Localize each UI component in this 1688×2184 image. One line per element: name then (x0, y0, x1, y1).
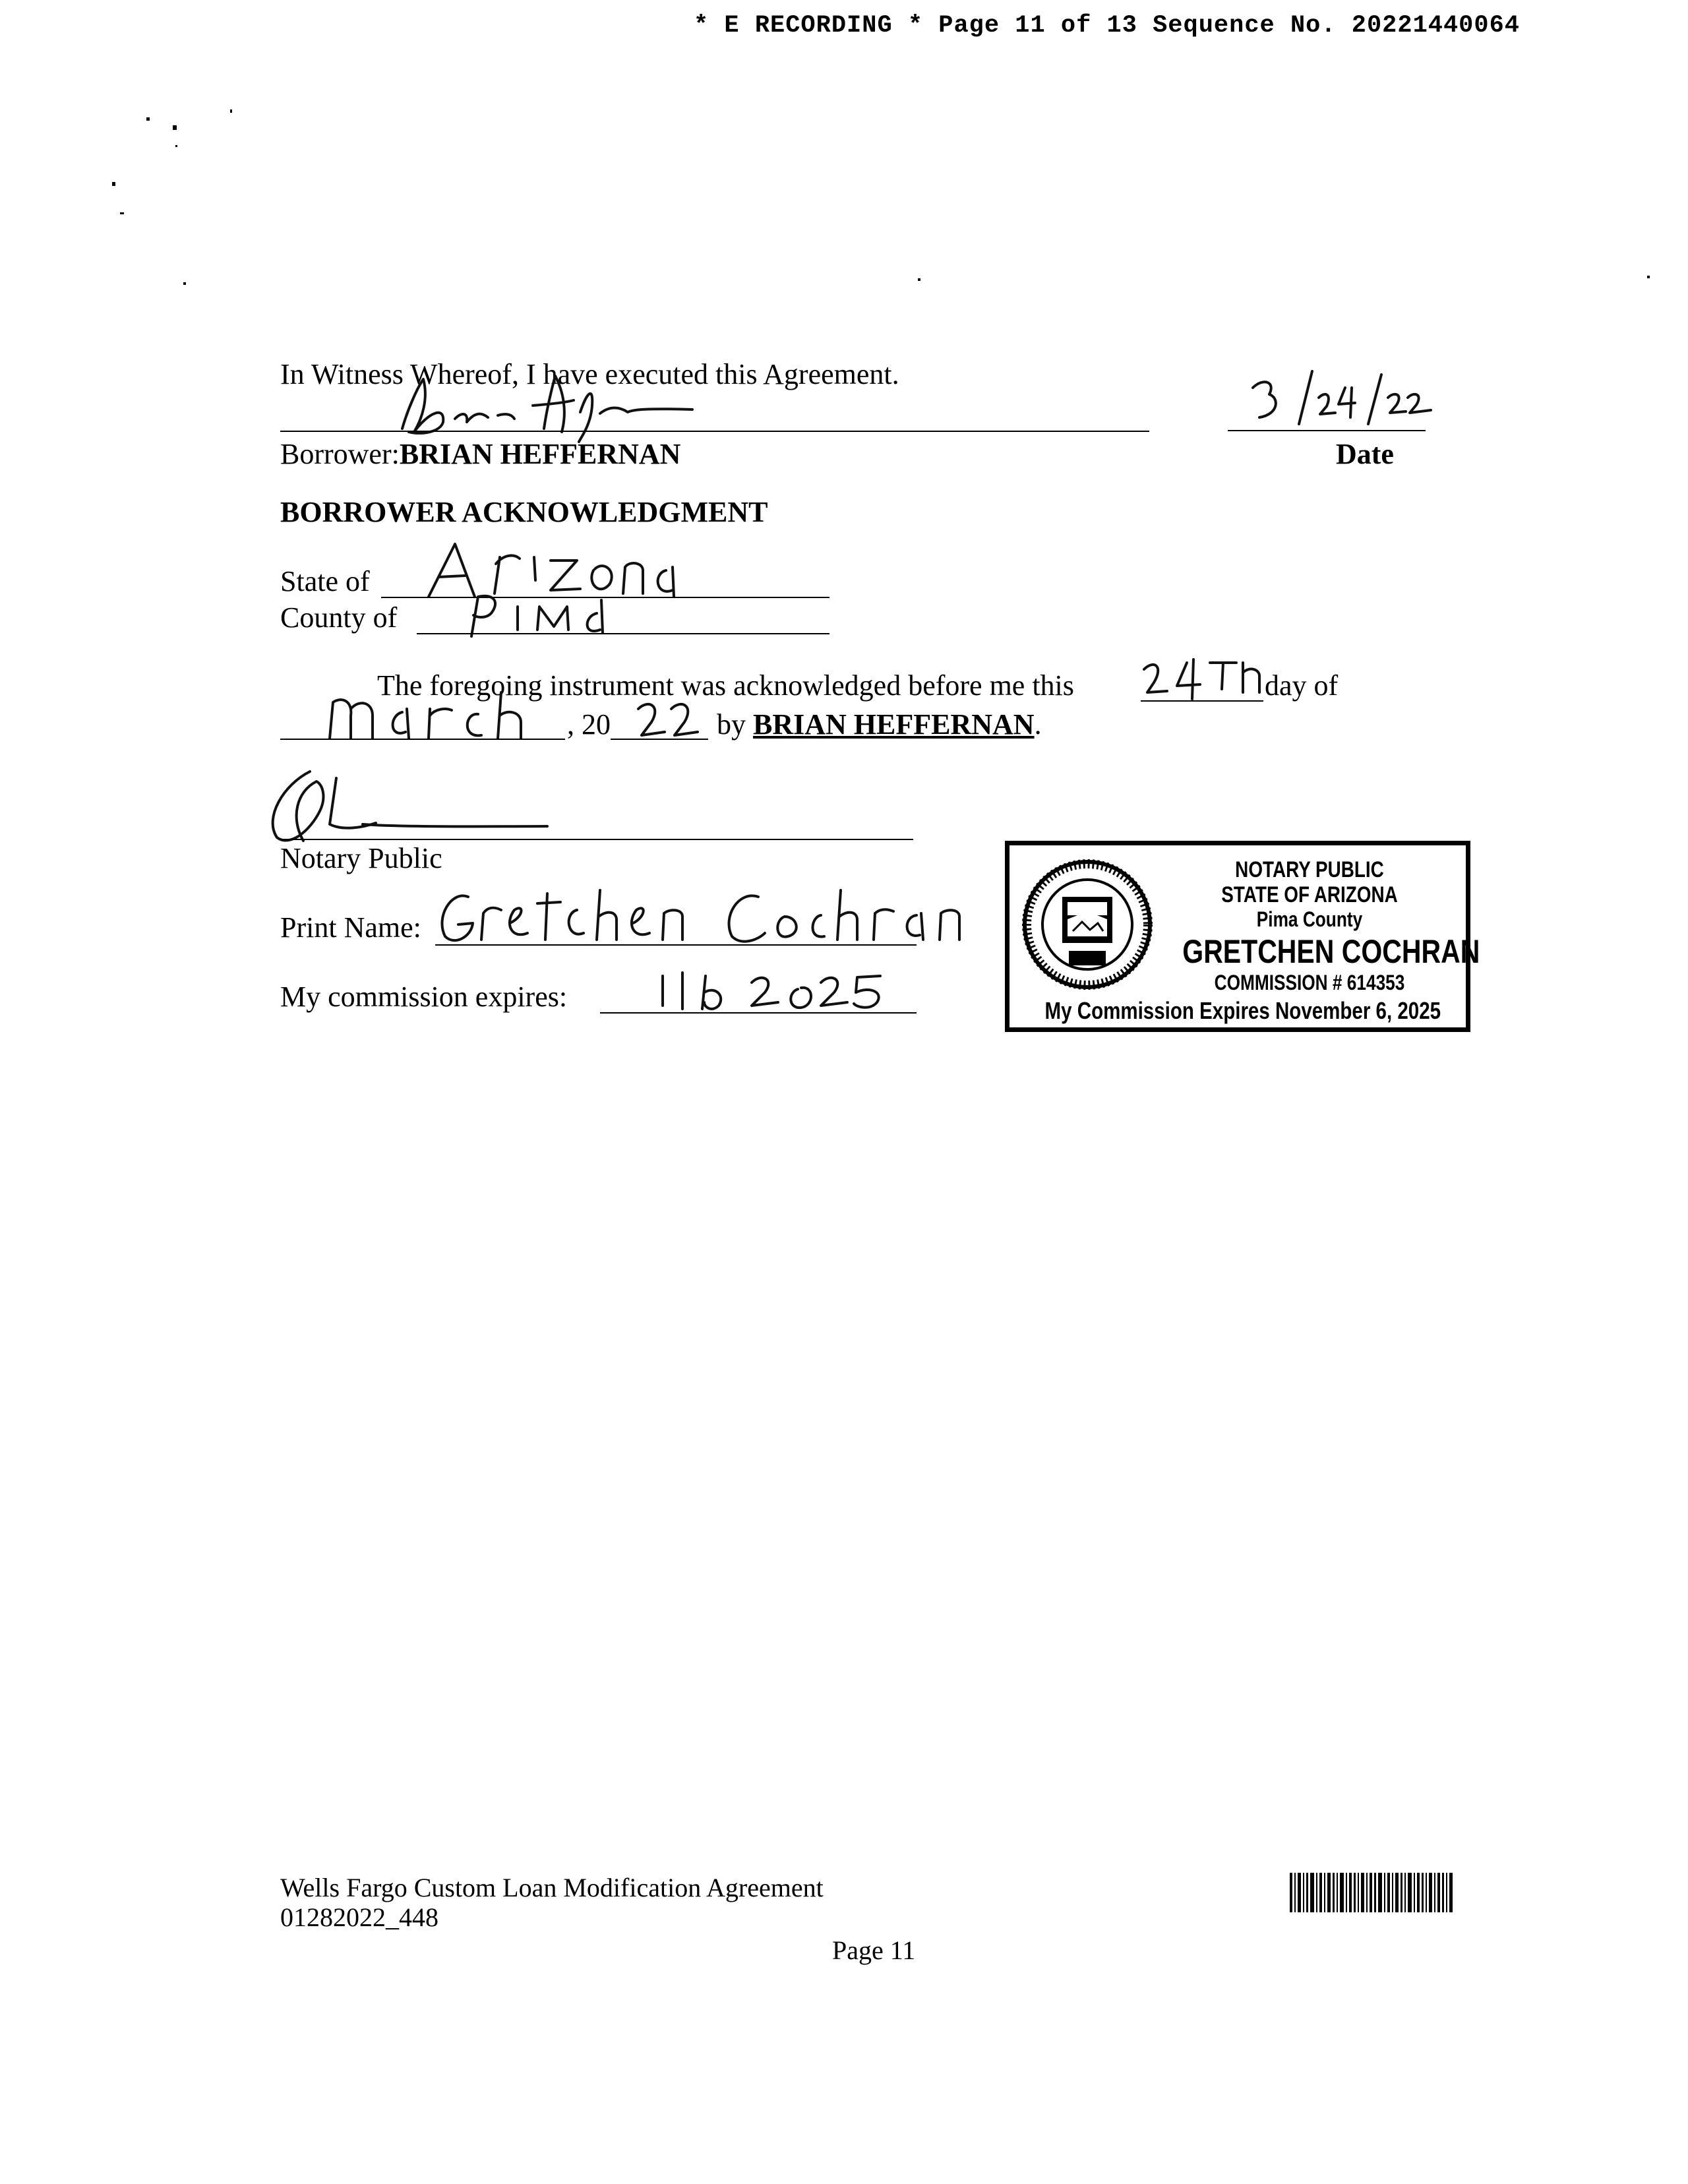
borrower-line (280, 440, 680, 469)
notary-signature-line (280, 839, 913, 840)
stamp-line-county: Pima County (1256, 907, 1363, 931)
year-handwritten (632, 692, 711, 745)
footer-page-number: Page 11 (832, 1935, 916, 1965)
borrower-signature (382, 366, 725, 445)
scan-speck (112, 182, 115, 186)
county-line (417, 633, 829, 634)
barcode-icon (1290, 1873, 1453, 1912)
recording-header: * E RECORDING * Page 11 of 13 Sequence No. 20221440064 (694, 12, 1520, 40)
print-name-handwritten (432, 877, 999, 950)
acknowledgment-sentence: The foregoing instrument was acknowledged before me this (377, 669, 1074, 702)
month-handwritten (316, 689, 567, 742)
scan-speck (120, 212, 124, 214)
month-line (280, 739, 565, 740)
scan-speck (230, 109, 232, 113)
day-line (1141, 700, 1263, 702)
by-line (717, 710, 1042, 739)
stamp-line-expires: My Commission Expires November 6, 2025 (1044, 997, 1441, 1024)
footer-doc-title: Wells Fargo Custom Loan Modification Agreement (280, 1873, 824, 1902)
scan-speck (173, 125, 177, 130)
borrower-label: Borrower: (280, 438, 400, 470)
year-line (611, 739, 708, 740)
stamp-line-name: GRETCHEN COCHRAN (1182, 933, 1480, 970)
state-label: State of (280, 565, 370, 597)
date-handwritten (1240, 361, 1437, 434)
borrower-name: BRIAN HEFFERNAN (399, 438, 681, 470)
scan-speck (1647, 276, 1650, 278)
state-seal-icon (1021, 859, 1153, 990)
commission-handwritten (653, 963, 930, 1016)
notary-signature (257, 758, 560, 851)
print-name-label: Print Name: (280, 911, 421, 944)
print-name-line (435, 944, 917, 946)
witness-statement: In Witness Whereof, I have executed this Agreement. (280, 358, 899, 390)
scan-speck (918, 278, 920, 281)
commission-line (600, 1012, 917, 1014)
stamp-line-commission: COMMISSION # 614353 (1214, 971, 1405, 994)
footer-doc-code: 01282022_448 (280, 1902, 438, 1932)
stamp-line-notary-public: NOTARY PUBLIC (1235, 857, 1384, 882)
date-line (1228, 430, 1426, 431)
scan-speck (175, 145, 177, 147)
scan-speck (146, 117, 150, 121)
acknowledgment-heading: BORROWER ACKNOWLEDGMENT (280, 496, 768, 528)
by-text: by (717, 708, 746, 741)
commission-label: My commission expires: (280, 981, 568, 1013)
date-label: Date (1336, 438, 1394, 470)
day-handwritten (1137, 653, 1269, 706)
county-handwritten (462, 590, 659, 640)
notary-public-label: Notary Public (280, 842, 442, 874)
day-of-text: day of (1265, 669, 1339, 702)
county-label: County of (280, 601, 398, 634)
acknowledged-person: BRIAN HEFFERNAN (753, 708, 1035, 741)
notary-stamp (1005, 841, 1480, 1032)
stamp-line-state: STATE OF ARIZONA (1221, 882, 1398, 907)
borrower-signature-line (280, 431, 1149, 432)
scan-speck (183, 282, 186, 285)
year-prefix: , 20 (567, 708, 611, 741)
sentence-period: . (1034, 708, 1042, 741)
